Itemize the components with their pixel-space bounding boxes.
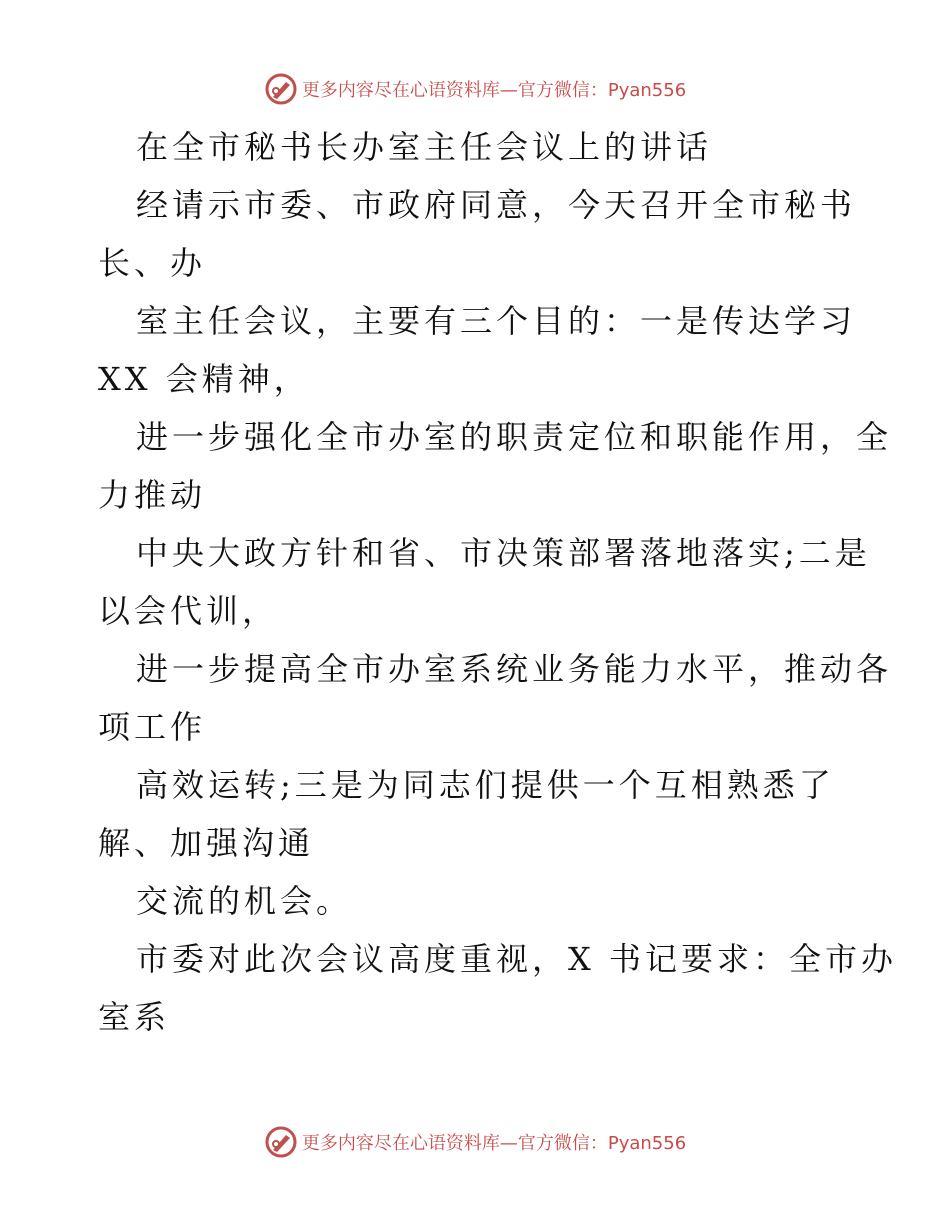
text-line: 室系: [98, 998, 171, 1036]
text-line: 进一步强化全市办室的职责定位和职能作用，全: [136, 418, 893, 456]
text-line: 高效运转;三是为同志们提供一个互相熟悉了: [136, 766, 835, 804]
watermark-text: 更多内容尽在心语资料库—官方微信：Pyan556: [301, 1133, 687, 1154]
text-line: XX 会精神，: [98, 360, 310, 398]
text-line: 市委对此次会议高度重视，X 书记要求：全市办: [136, 940, 897, 978]
text-line: 进一步提高全市办室系统业务能力水平，推动各: [136, 650, 893, 688]
text-line: 项工作: [98, 708, 207, 746]
text-line: 长、办: [98, 244, 207, 282]
text-line: 在全市秘书长办室主任会议上的讲话: [136, 128, 713, 166]
document-body: [98, 118, 897, 1046]
text-line: 以会代训，: [98, 592, 279, 630]
text-line: 解、加强沟通: [98, 824, 315, 862]
text-line: 交流的机会。: [136, 882, 353, 920]
text-line: 力推动: [98, 476, 207, 514]
pen-logo-icon: [264, 72, 298, 106]
watermark-header: [0, 72, 950, 106]
text-line: 室主任会议，主要有三个目的：一是传达学习: [136, 302, 857, 340]
watermark-text: 更多内容尽在心语资料库—官方微信：Pyan556: [301, 80, 687, 101]
pen-logo-icon: [264, 1125, 298, 1159]
text-line: 中央大政方针和省、市决策部署落地落实;二是: [136, 534, 871, 572]
watermark-footer: [0, 1125, 950, 1159]
text-line: 经请示市委、市政府同意，今天召开全市秘书: [136, 186, 857, 224]
